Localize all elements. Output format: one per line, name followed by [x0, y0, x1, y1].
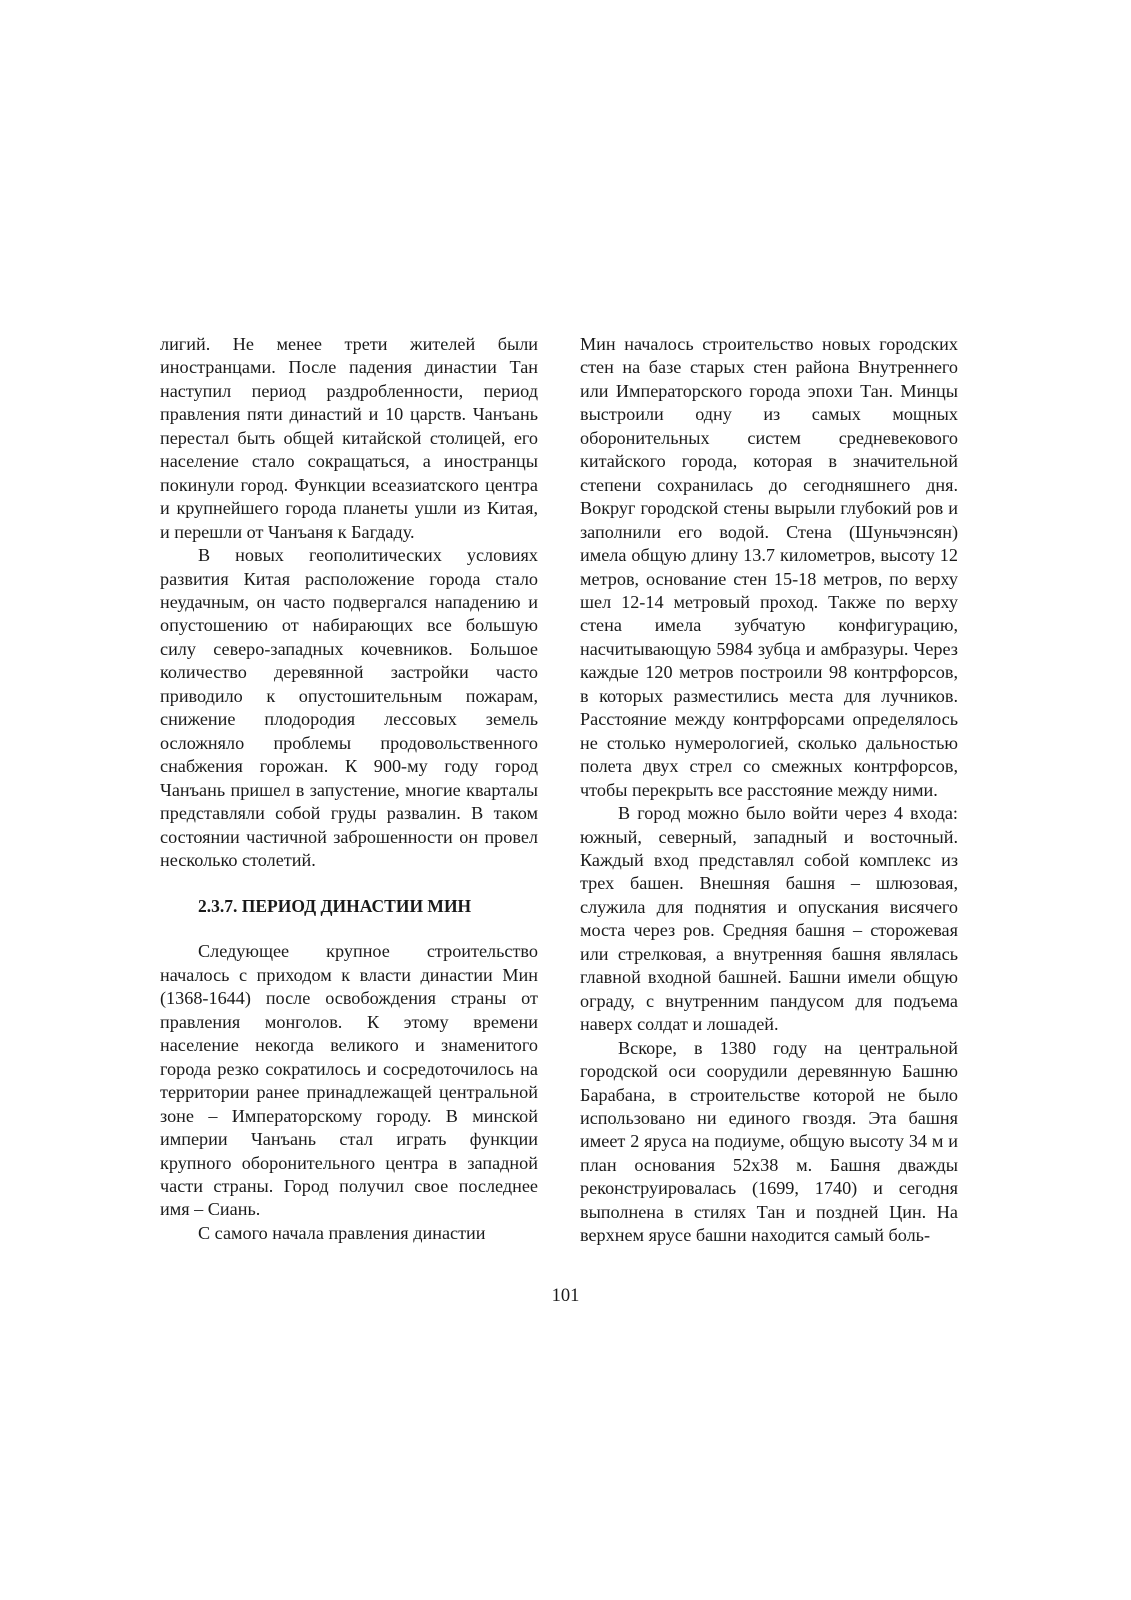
left-column	[160, 333, 538, 1245]
paragraph: Следующее крупное строительство началось с приходом к власти династии Мин (1368-1644) после освобождения страны от правления монголов. К этому времени население некогда великого и знаменитого города резко сократилось и сосредоточилось на территории ранее принадлежащей центральной зоне – Императорскому городу. В минской империи Чанъань стал играть функции крупного оборонительного центра в западной части страны. Город получил свое последнее имя – Сиань.	[160, 941, 538, 1220]
paragraph: лигий. Не менее трети жителей были иностранцами. После падения династии Тан наступил период раздробленности, период правления пяти династий и 10 царств. Чанъань перестал быть общей китайской столицей, его население стало сокращаться, а иностранцы покинули город. Функции всеазиатского центра и крупнейшего города планеты ушли из Китая, и перешли от Чанъаня к Багдаду.	[160, 334, 538, 542]
paragraph: С самого начала правления династии	[198, 1222, 486, 1243]
paragraph: В новых геополитических условиях развития Китая расположение города стало неудачным, он часто подвергался нападению и опустошению от набирающих все большую силу северо-западных кочевников. Большое количество деревянной застройки часто приводило к опустошительным пожарам, снижение плодородия лессовых земель осложняло проблемы продовольственного снабжения горожан. К 900-му году город Чанъань пришел в запустение, многие кварталы представляли собой груды развалин. В таком состоянии частичной заброшенности он провел несколько столетий.	[160, 545, 538, 870]
paragraph: Мин началось строительство новых городских стен на базе старых стен района Внутреннего или Императорского города эпохи Тан. Минцы выстроили одну из самых мощных оборонительных систем средневекового китайского города, которая в значительной степени сохранилась до сегодняшнего дня. Вокруг городской стены вырыли глубокий ров и заполнили его водой. Стена (Шуньчэнсян) имела общую длину 13.7 километров, высоту 12 метров, основание стен 15-18 метров, по верху шел 12-14 метровый проход. Также по верху стена имела зубчатую конфигурацию, насчитывающую 5984 зубца и амбразуры. Через каждые 120 метров построили 98 контрфорсов, в которых разместились места для лучников. Расстояние между контрфорсами определялось не столько нумерологией, сколько дальностью полета двух стрел со смежных контрфорсов, чтобы перекрыть все расстояние между ними.	[580, 334, 958, 800]
paragraph: Вскоре, в 1380 году на центральной городской оси соорудили деревянную Башню Барабана, в строительстве которой не было использовано ни единого гвоздя. Эта башня имеет 2 яруса на подиуме, общую высоту 34 м и план основания 52х38 м. Башня дважды реконструировалась (1699, 1740) и сегодня выполнена в стилях Тан и поздней Цин. На верхнем ярусе башни находится самый боль-	[580, 1037, 958, 1246]
page-number: 101	[551, 1286, 580, 1306]
right-column	[580, 333, 958, 1248]
paragraph: В город можно было войти через 4 входа: южный, северный, западный и восточный. Каждый вход представлял собой комплекс из трех башен. Внешняя башня – шлюзовая, служила для поднятия и опускания висячего моста через ров. Средняя башня – сторожевая или стрелковая, а внутренняя башня являлась главной входной башней. Башни имели общую ограду, с внутренним пандусом для подъема наверх солдат и лошадей.	[580, 803, 958, 1035]
section-heading: 2.3.7. ПЕРИОД ДИНАСТИИ МИН	[198, 896, 472, 917]
